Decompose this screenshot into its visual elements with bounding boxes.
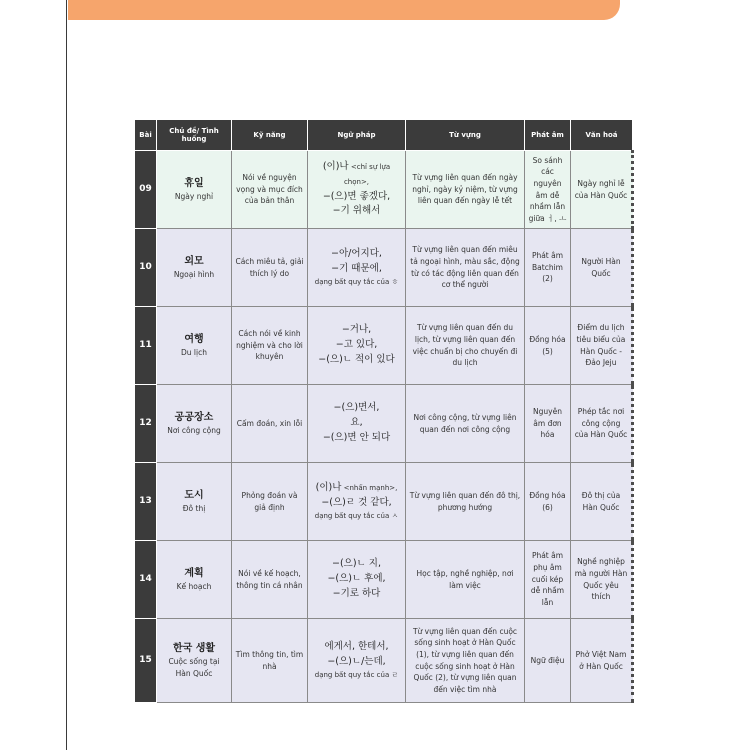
top-orange-band <box>68 0 620 20</box>
vocabulary-cell: Nơi công cộng, từ vựng liên quan đến nơi công cộng <box>406 385 525 463</box>
skill-cell: Nói về kế hoạch, thông tin cá nhân <box>232 541 308 619</box>
grammar-note: dạng bất quy tắc của ㄹ <box>314 670 399 679</box>
pronunciation-cell: Phát âm phụ âm cuối kép dễ nhầm lẫn <box>525 541 571 619</box>
grammar-form: −(으)ㄴ 적이 있다 <box>318 353 395 365</box>
header-pronunciation: Phát âm <box>525 120 571 151</box>
topic-korean: 도시 <box>184 489 204 501</box>
topic-cell <box>157 619 232 703</box>
topic-cell <box>157 151 232 229</box>
curriculum-table <box>134 120 634 703</box>
skill-cell: Phỏng đoán và giả định <box>232 463 308 541</box>
page-margin-rule <box>66 0 67 750</box>
grammar-line <box>311 557 402 572</box>
table-row <box>135 463 633 541</box>
grammar-cell <box>308 541 406 619</box>
grammar-line <box>311 204 402 219</box>
topic-vietnamese: Ngày nghỉ <box>174 191 214 201</box>
lesson-number: 11 <box>135 307 157 385</box>
header-culture: Văn hoá <box>571 120 633 151</box>
vocabulary-cell: Từ vựng liên quan đến du lịch, từ vựng liên quan đến việc chuẩn bị cho chuyến đi du lịch <box>406 307 525 385</box>
grammar-form: −(으)면 안 되다 <box>322 431 391 443</box>
lesson-number: 12 <box>135 385 157 463</box>
grammar-cell <box>308 151 406 229</box>
culture-cell: Người Hàn Quốc <box>571 229 633 307</box>
grammar-line <box>311 401 402 416</box>
grammar-note: <nhấn mạnh>, <box>341 484 398 493</box>
topic-korean: 여행 <box>184 333 204 345</box>
grammar-form: −(으)면서, <box>333 402 380 414</box>
grammar-line <box>311 640 402 655</box>
header-vocabulary: Từ vựng <box>406 120 525 151</box>
header-grammar: Ngữ pháp <box>308 120 406 151</box>
lesson-number: 13 <box>135 463 157 541</box>
culture-cell: Phở Việt Nam ở Hàn Quốc <box>571 619 633 703</box>
grammar-form: −(으)ㄴ 후에, <box>327 573 386 585</box>
grammar-cell <box>308 229 406 307</box>
culture-cell: Điểm du lịch tiêu biểu của Hàn Quốc - Đảo Jeju <box>571 307 633 385</box>
skill-cell: Nói về nguyện vọng và mục đích của bản thân <box>232 151 308 229</box>
pronunciation-cell: Đồng hóa (5) <box>525 307 571 385</box>
grammar-form: −거나, <box>341 324 372 336</box>
vocabulary-cell: Từ vựng liên quan đến ngày nghỉ, ngày kỷ niệm, từ vựng liên quan đến ngày lễ tết <box>406 151 525 229</box>
vocabulary-cell: Từ vựng liên quan đến đô thị, phương hướng <box>406 463 525 541</box>
grammar-form: −(으)ㄴ 지, <box>332 558 381 570</box>
header-topic: Chủ đề/ Tình huống <box>157 120 232 151</box>
grammar-line <box>311 416 402 431</box>
grammar-form: −기 위해서 <box>332 205 381 217</box>
skill-cell: Cách miêu tả, giải thích lý do <box>232 229 308 307</box>
grammar-line <box>311 190 402 205</box>
grammar-line <box>311 572 402 587</box>
grammar-line <box>311 338 402 353</box>
pronunciation-cell: Phát âm Batchim (2) <box>525 229 571 307</box>
grammar-form: −아/어지다, <box>331 248 382 260</box>
table-row <box>135 541 633 619</box>
culture-cell: Nghề nghiệp mà người Hàn Quốc yêu thích <box>571 541 633 619</box>
grammar-form: −고 있다, <box>335 339 378 351</box>
skill-cell: Cấm đoán, xin lỗi <box>232 385 308 463</box>
grammar-line <box>311 353 402 368</box>
grammar-cell <box>308 463 406 541</box>
grammar-form: 요, <box>350 417 363 429</box>
topic-korean: 한국 생활 <box>172 642 216 654</box>
grammar-form: −기로 하다 <box>332 587 381 599</box>
table-row <box>135 229 633 307</box>
grammar-line <box>311 247 402 262</box>
topic-cell <box>157 385 232 463</box>
grammar-line <box>311 431 402 446</box>
topic-cell <box>157 307 232 385</box>
table-row <box>135 385 633 463</box>
grammar-line <box>311 655 402 670</box>
grammar-cell <box>308 385 406 463</box>
topic-vietnamese: Kế hoạch <box>176 581 212 591</box>
topic-korean: 공공장소 <box>174 411 214 423</box>
table-row <box>135 307 633 385</box>
pronunciation-cell: Ngữ điệu <box>525 619 571 703</box>
skill-cell: Cách nói về kinh nghiệm và cho lời khuyên <box>232 307 308 385</box>
grammar-line <box>311 160 402 189</box>
grammar-line <box>311 481 402 496</box>
lesson-number: 10 <box>135 229 157 307</box>
pronunciation-cell: So sánh các nguyên âm dễ nhầm lẫn giữa ㅓ, ㅗ <box>525 151 571 229</box>
topic-cell <box>157 541 232 619</box>
lesson-number: 14 <box>135 541 157 619</box>
header-lesson: Bài <box>135 120 157 151</box>
lesson-number: 15 <box>135 619 157 703</box>
culture-cell: Ngày nghỉ lễ của Hàn Quốc <box>571 151 633 229</box>
pronunciation-cell: Đồng hóa (6) <box>525 463 571 541</box>
grammar-cell <box>308 307 406 385</box>
grammar-line <box>311 323 402 338</box>
topic-korean: 계획 <box>184 567 204 579</box>
grammar-note: dạng bất quy tắc của ㅎ <box>314 277 399 286</box>
pronunciation-cell: Nguyên âm đơn hóa <box>525 385 571 463</box>
lesson-number: 09 <box>135 151 157 229</box>
grammar-form: −(으)면 좋겠다, <box>322 190 391 202</box>
topic-korean: 외모 <box>184 255 204 267</box>
grammar-line <box>311 496 402 511</box>
topic-cell <box>157 463 232 541</box>
topic-vietnamese: Nơi công cộng <box>167 425 221 435</box>
skill-cell: Tìm thông tin, tìm nhà <box>232 619 308 703</box>
grammar-form: (이)나 <box>315 482 342 494</box>
grammar-line <box>311 587 402 602</box>
header-skill: Kỹ năng <box>232 120 308 151</box>
grammar-form: −기 때문에, <box>331 263 382 275</box>
grammar-line <box>311 262 402 277</box>
topic-korean: 휴일 <box>184 177 204 189</box>
table-row <box>135 151 633 229</box>
grammar-form: −(으)ㄴ/는데, <box>327 656 386 668</box>
vocabulary-cell: Học tập, nghề nghiệp, nơi làm việc <box>406 541 525 619</box>
topic-cell <box>157 229 232 307</box>
grammar-cell <box>308 619 406 703</box>
table-body <box>135 151 633 703</box>
vocabulary-cell: Từ vựng liên quan đến miêu tả ngoại hình, màu sắc, động từ có tác động liên quan đến cơ thể người <box>406 229 525 307</box>
table-header-row <box>135 120 633 151</box>
grammar-note: <chỉ sự lựa chọn>, <box>343 163 391 186</box>
topic-vietnamese: Đô thị <box>182 503 206 513</box>
table-row <box>135 619 633 703</box>
vocabulary-cell: Từ vựng liên quan đến cuộc sống sinh hoạt ở Hàn Quốc (1), từ vựng liên quan đến cuộc sống sinh hoạt ở Hàn Quốc (2), từ vựng liên quan đến việc tìm nhà <box>406 619 525 703</box>
grammar-form: −(으)ㄹ 것 같다, <box>321 497 392 509</box>
culture-cell: Đô thị của Hàn Quốc <box>571 463 633 541</box>
topic-vietnamese: Ngoại hình <box>173 269 215 279</box>
culture-cell: Phép tắc nơi công cộng của Hàn Quốc <box>571 385 633 463</box>
grammar-note: dạng bất quy tắc của ㅅ <box>314 511 399 520</box>
grammar-form: (이)나 <box>322 161 349 173</box>
grammar-form: 에게서, 한테서, <box>324 641 389 653</box>
topic-vietnamese: Du lịch <box>181 347 207 357</box>
topic-vietnamese: Cuộc sống tại Hàn Quốc <box>168 656 220 678</box>
